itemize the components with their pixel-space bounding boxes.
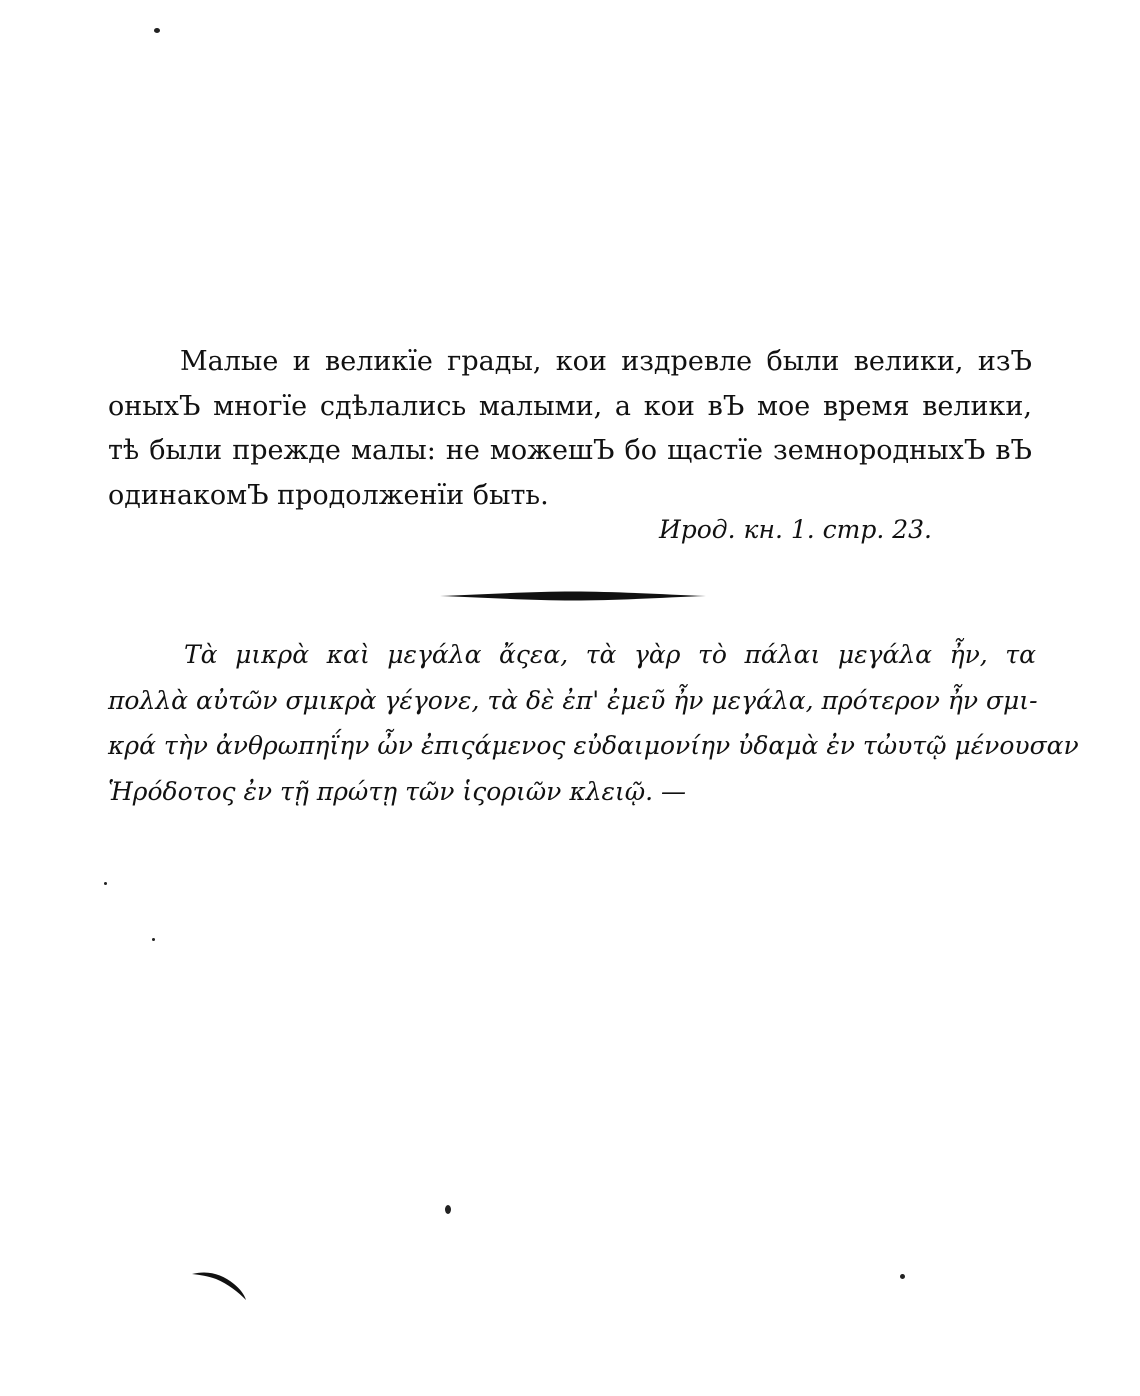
ornamental-rule xyxy=(440,591,706,601)
greek-quote-line: Τὰ μικρὰ καὶ μεγάλα ἄςεα, τὰ γὰρ τὸ πάλαι μεγάλα ἦν, τα xyxy=(184,640,1036,669)
russian-quote-line: Малые и великїе грады, кои издревле были велики, изЪ xyxy=(180,346,1032,377)
greek-quote-line: κρά τὴν ἀνθρωπηΐην ὦν ἐπιςάμενος εὐδαιμονίην ὐδαμὰ ἐν τὠυτῷ μένουσαν xyxy=(108,731,1079,760)
ink-speck xyxy=(900,1274,905,1279)
ink-speck xyxy=(445,1205,451,1214)
ink-speck xyxy=(104,882,107,885)
ink-stroke-mark xyxy=(190,1268,250,1302)
russian-quote xyxy=(108,340,1032,518)
russian-quote-line: тѣ были прежде малы: не можешЪ бо щастїе земнородныхЪ вЪ xyxy=(108,435,1032,466)
ink-speck xyxy=(154,28,160,33)
russian-quote-line: оныхЪ многїе сдѣлались малыми, а кои вЪ мое время велики, xyxy=(108,390,1032,422)
quote-citation: Ирод. кн. 1. стр. 23. xyxy=(658,515,932,544)
greek-quote xyxy=(108,632,1079,814)
greek-quote-line: Ἡρόδοτος ἐν τῇ πρώτῃ τῶν ἱςοριῶν κλειῷ. — xyxy=(108,776,687,806)
ink-speck xyxy=(152,938,155,941)
russian-quote-line: одинакомЪ продолженїи быть. xyxy=(108,479,549,511)
greek-quote-line: πολλὰ αὐτῶν σμικρὰ γέγονε, τὰ δὲ ἐπ' ἐμεῦ ἦν μεγάλα, πρότερον ἦν σμι- xyxy=(108,685,1038,715)
